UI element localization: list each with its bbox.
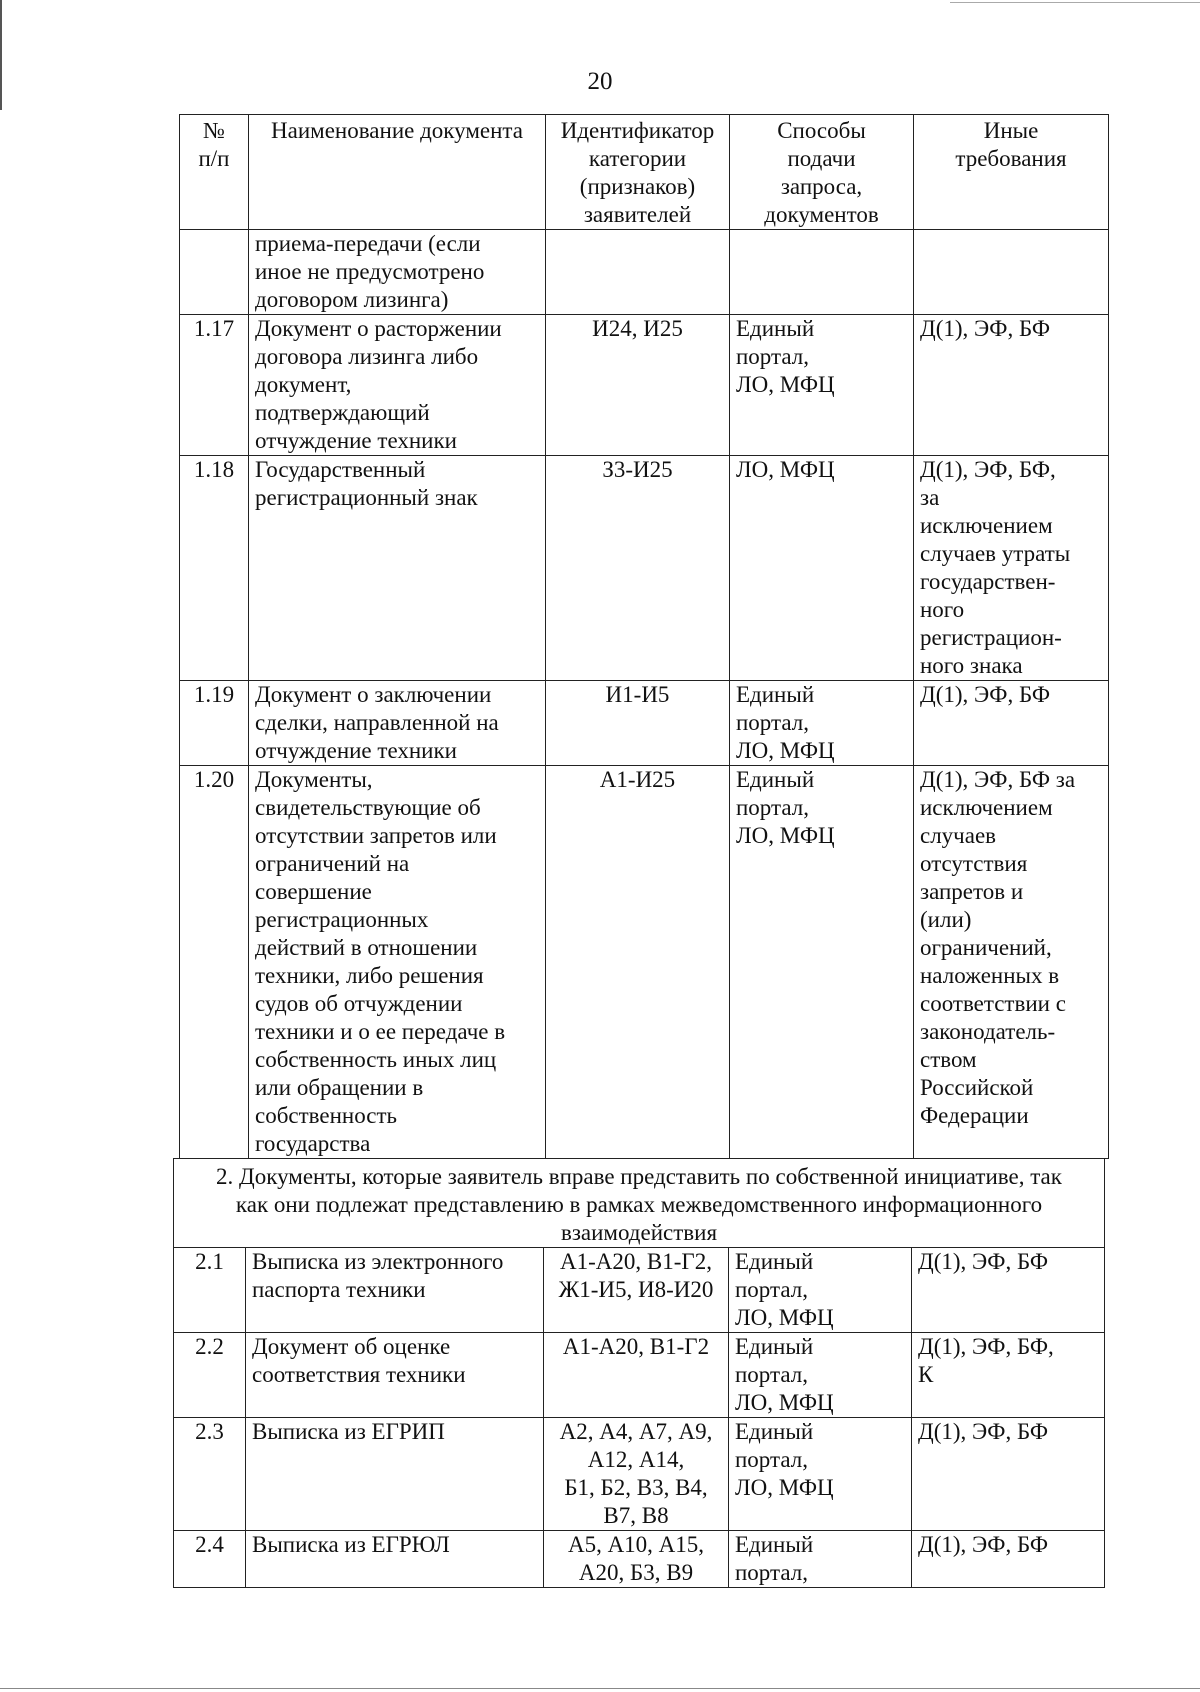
document-name-cell-line: собственность <box>255 1103 398 1128</box>
header-category-line: Идентификатор <box>560 118 715 143</box>
document-name-cell <box>249 315 546 456</box>
submission-methods-cell <box>730 681 914 766</box>
submission-methods-cell-line: ЛО, МФЦ <box>736 823 835 848</box>
document-name-cell-line: совершение <box>255 879 372 904</box>
row-number-cell-line: 1.20 <box>193 767 235 792</box>
table-row <box>180 456 1109 681</box>
document-name-cell-line: свидетельствующие об <box>255 795 481 820</box>
other-requirements-cell <box>912 1418 1105 1531</box>
document-name-cell-line: отчуждение техники <box>255 428 457 453</box>
other-requirements-cell-line: законодатель- <box>920 1019 1056 1044</box>
category-cell <box>544 1248 729 1333</box>
category-cell <box>546 230 730 315</box>
row-number-cell <box>174 1333 246 1418</box>
document-name-cell-line: Документ о расторжении <box>255 316 502 341</box>
document-name-cell-line: отчуждение техники <box>255 738 457 763</box>
section-2-title <box>174 1159 1105 1248</box>
category-cell <box>546 681 730 766</box>
document-name-cell-line: приема-передачи (если <box>255 231 481 256</box>
submission-methods-cell-line: ЛО, МФЦ <box>735 1390 834 1415</box>
document-name-cell <box>246 1418 544 1531</box>
document-name-cell-line: техники и о ее передаче в <box>255 1019 506 1044</box>
header-methods-line: подачи <box>787 146 856 171</box>
other-requirements-cell-line: Д(1), ЭФ, БФ за <box>920 767 1076 792</box>
other-requirements-cell-line: наложенных в <box>920 963 1060 988</box>
row-number-cell-line: 1.18 <box>193 457 235 482</box>
table-header-row <box>180 115 1109 230</box>
document-name-cell-line: или обращении в <box>255 1075 424 1100</box>
header-other-line: Иные <box>983 118 1039 143</box>
category-cell-line: А1-А20, В1-Г2 <box>562 1334 710 1359</box>
row-number-cell <box>174 1248 246 1333</box>
row-number-cell <box>180 230 249 315</box>
other-requirements-cell-line: за <box>920 485 940 510</box>
other-requirements-cell-line: Федерации <box>920 1103 1029 1128</box>
category-cell <box>544 1333 729 1418</box>
row-number-cell-line: 1.19 <box>193 682 235 707</box>
other-requirements-cell-line: соответствии с <box>920 991 1066 1016</box>
document-name-cell <box>246 1248 544 1333</box>
document-name-cell-line: отсутствии запретов или <box>255 823 497 848</box>
document-name-cell-line: соответствия техники <box>252 1362 466 1387</box>
category-cell-line: И24, И25 <box>592 316 683 341</box>
submission-methods-cell-line: ЛО, МФЦ <box>735 1475 834 1500</box>
other-requirements-cell-line: запретов и <box>920 879 1024 904</box>
document-name-cell <box>249 681 546 766</box>
other-requirements-cell-line: случаев утраты <box>920 541 1071 566</box>
row-number-cell <box>174 1531 246 1588</box>
other-requirements-cell-line: Д(1), ЭФ, БФ <box>918 1249 1049 1274</box>
category-cell-line: Ж1-И5, И8-И20 <box>558 1277 714 1302</box>
table-body <box>180 115 1109 1159</box>
submission-methods-cell <box>729 1248 912 1333</box>
row-number-cell <box>180 681 249 766</box>
document-name-cell-line: регистрационный знак <box>255 485 478 510</box>
row-number-cell <box>180 315 249 456</box>
document-name-cell <box>246 1333 544 1418</box>
header-methods-line: запроса, <box>780 174 863 199</box>
row-number-cell <box>180 456 249 681</box>
other-requirements-cell-line: случаев <box>920 823 997 848</box>
section-2-title-line: взаимодействия <box>560 1220 718 1245</box>
document-name-cell-line: регистрационных <box>255 907 429 932</box>
submission-methods-cell-line: портал, <box>735 1447 808 1472</box>
other-requirements-cell <box>914 681 1109 766</box>
category-cell-line: А1-А20, В1-Г2, <box>560 1249 712 1274</box>
document-table <box>179 114 1109 1159</box>
submission-methods-cell <box>729 1531 912 1588</box>
row-number-cell <box>174 1418 246 1531</box>
document-name-cell-line: Документы, <box>255 767 373 792</box>
document-name-cell-line: Государственный <box>255 457 426 482</box>
submission-methods-cell-line: портал, <box>736 795 809 820</box>
table-row <box>180 681 1109 766</box>
table-row <box>174 1418 1105 1531</box>
other-requirements-cell-line: Д(1), ЭФ, БФ <box>920 682 1051 707</box>
submission-methods-cell <box>730 456 914 681</box>
table-row <box>180 766 1109 1159</box>
document-name-cell <box>246 1531 544 1588</box>
category-cell <box>546 766 730 1159</box>
header-category <box>546 115 730 230</box>
section-2-title-line: как они подлежат представлению в рамках межведомственного информационного <box>235 1192 1043 1217</box>
row-number-cell <box>180 766 249 1159</box>
document-name-cell <box>249 230 546 315</box>
header-methods <box>730 115 914 230</box>
document-name-cell-line: договора лизинга либо <box>255 344 479 369</box>
other-requirements-cell <box>914 456 1109 681</box>
submission-methods-cell-line: портал, <box>736 710 809 735</box>
other-requirements-cell-line: Д(1), ЭФ, БФ, <box>920 457 1056 482</box>
other-requirements-cell-line: Д(1), ЭФ, БФ <box>918 1419 1049 1444</box>
row-number-cell-line: 1.17 <box>193 316 235 341</box>
other-requirements-cell-line: отсутствия <box>920 851 1028 876</box>
other-requirements-cell-line: исключением <box>920 513 1053 538</box>
other-requirements-cell <box>914 315 1109 456</box>
row-number-cell-line: 2.4 <box>195 1532 224 1557</box>
submission-methods-cell <box>729 1333 912 1418</box>
category-cell-line: Б1, Б2, В3, В4, <box>564 1475 708 1500</box>
header-methods-line: Способы <box>777 118 866 143</box>
header-num-line: № <box>203 118 225 143</box>
header-num-line: п/п <box>198 146 230 171</box>
table-row <box>174 1333 1105 1418</box>
header-category-line: заявителей <box>583 202 692 227</box>
document-name-cell-line: собственность иных лиц <box>255 1047 497 1072</box>
other-requirements-cell <box>912 1333 1105 1418</box>
submission-methods-cell-line: Единый <box>736 682 815 707</box>
document-name-cell <box>249 456 546 681</box>
document-name-cell-line: договором лизинга) <box>255 287 449 312</box>
page-number: 20 <box>587 68 613 95</box>
document-table-section-2 <box>173 1158 1105 1588</box>
header-document-name-line: Наименование документа <box>271 118 523 143</box>
submission-methods-cell-line: портал, <box>735 1362 808 1387</box>
row-number-cell-line: 2.3 <box>195 1419 224 1444</box>
submission-methods-cell-line: Единый <box>736 316 815 341</box>
other-requirements-cell-line: ного <box>920 597 965 622</box>
document-name-cell-line: Документ об оценке <box>252 1334 451 1359</box>
document-name-cell-line: Выписка из электронного <box>252 1249 504 1274</box>
category-cell-line: В7, В8 <box>603 1503 669 1528</box>
submission-methods-cell-line: ЛО, МФЦ <box>736 372 835 397</box>
submission-methods-cell-line: Единый <box>735 1249 814 1274</box>
submission-methods-cell <box>730 766 914 1159</box>
category-cell-line: З3-И25 <box>602 457 673 482</box>
submission-methods-cell-line: портал, <box>736 344 809 369</box>
submission-methods-cell <box>730 230 914 315</box>
category-cell-line: А20, Б3, В9 <box>578 1560 694 1585</box>
other-requirements-cell <box>914 766 1109 1159</box>
category-cell-line: И1-И5 <box>605 682 670 707</box>
header-other <box>914 115 1109 230</box>
other-requirements-cell-line: ством <box>920 1047 977 1072</box>
other-requirements-cell-line: государствен- <box>920 569 1056 594</box>
document-name-cell-line: сделки, направленной на <box>255 710 499 735</box>
submission-methods-cell-line: Единый <box>735 1532 814 1557</box>
other-requirements-cell-line: Российской <box>920 1075 1034 1100</box>
document-name-cell-line: судов об отчуждении <box>255 991 463 1016</box>
submission-methods-cell-line: ЛО, МФЦ <box>736 457 835 482</box>
submission-methods-cell <box>729 1418 912 1531</box>
scan-edge-bottom <box>0 1688 1200 1689</box>
submission-methods-cell-line: Единый <box>736 767 815 792</box>
other-requirements-cell <box>912 1248 1105 1333</box>
category-cell-line: А5, А10, А15, <box>567 1532 705 1557</box>
document-name-cell-line: подтверждающий <box>255 400 430 425</box>
document-name-cell <box>249 766 546 1159</box>
section-2-title-line: 2. Документы, которые заявитель вправе представить по собственной инициативе, так <box>216 1164 1062 1189</box>
other-requirements-cell <box>914 230 1109 315</box>
table-body-section-2 <box>174 1159 1105 1588</box>
other-requirements-cell <box>912 1531 1105 1588</box>
header-document-name <box>249 115 546 230</box>
document-name-cell-line: иное не предусмотрено <box>255 259 485 284</box>
other-requirements-cell-line: ного знака <box>920 653 1023 678</box>
row-number-cell-line: 2.1 <box>195 1249 224 1274</box>
table-row <box>174 1531 1105 1588</box>
category-cell-line: А12, А14, <box>587 1447 685 1472</box>
category-cell-line: А1-И25 <box>599 767 676 792</box>
document-name-cell-line: действий в отношении <box>255 935 478 960</box>
table-row <box>180 230 1109 315</box>
section-2-title-row <box>174 1159 1105 1248</box>
document-name-cell-line: паспорта техники <box>252 1277 426 1302</box>
other-requirements-cell-line: ограничений, <box>920 935 1052 960</box>
header-other-line: требования <box>955 146 1067 171</box>
submission-methods-cell-line: ЛО, МФЦ <box>735 1305 834 1330</box>
table-row <box>180 315 1109 456</box>
submission-methods-cell-line: Единый <box>735 1334 814 1359</box>
submission-methods-cell <box>730 315 914 456</box>
submission-methods-cell-line: ЛО, МФЦ <box>736 738 835 763</box>
document-name-cell-line: государства <box>255 1131 371 1156</box>
document-name-cell-line: техники, либо решения <box>255 963 484 988</box>
header-num <box>180 115 249 230</box>
other-requirements-cell-line: Д(1), ЭФ, БФ <box>918 1532 1049 1557</box>
category-cell <box>544 1531 729 1588</box>
other-requirements-cell-line: Д(1), ЭФ, БФ, <box>918 1334 1054 1359</box>
scan-edge-top <box>950 2 1200 3</box>
document-name-cell-line: документ, <box>255 372 352 397</box>
submission-methods-cell-line: Единый <box>735 1419 814 1444</box>
other-requirements-cell-line: К <box>918 1362 934 1387</box>
header-methods-line: документов <box>764 202 879 227</box>
category-cell <box>546 315 730 456</box>
header-category-line: категории <box>588 146 687 171</box>
other-requirements-cell-line: (или) <box>920 907 972 932</box>
document-name-cell-line: Выписка из ЕГРЮЛ <box>252 1532 450 1557</box>
category-cell-line: А2, А4, А7, А9, <box>559 1419 713 1444</box>
row-number-cell-line: 2.2 <box>195 1334 224 1359</box>
table-row <box>174 1248 1105 1333</box>
submission-methods-cell-line: портал, <box>735 1277 808 1302</box>
other-requirements-cell-line: Д(1), ЭФ, БФ <box>920 316 1051 341</box>
document-name-cell-line: ограничений на <box>255 851 410 876</box>
other-requirements-cell-line: исключением <box>920 795 1053 820</box>
document-name-cell-line: Выписка из ЕГРИП <box>252 1419 445 1444</box>
header-category-line: (признаков) <box>579 174 696 199</box>
category-cell <box>544 1418 729 1531</box>
document-name-cell-line: Документ о заключении <box>255 682 492 707</box>
other-requirements-cell-line: регистрацион- <box>920 625 1062 650</box>
submission-methods-cell-line: портал, <box>735 1560 808 1585</box>
category-cell <box>546 456 730 681</box>
